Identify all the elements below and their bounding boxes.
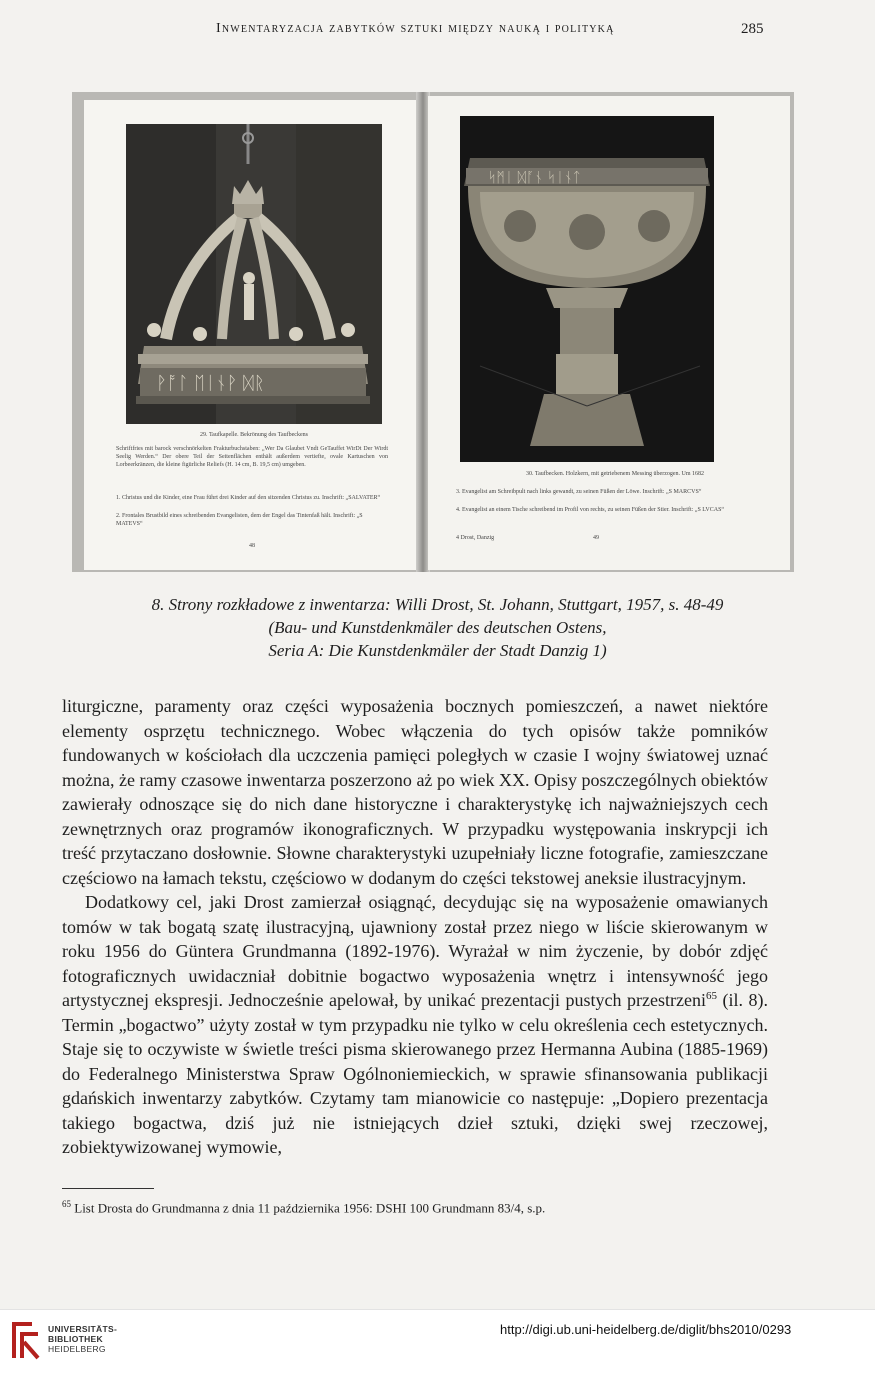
left-photo-caption: 29. Taufkapelle. Bekrönung des Taufbeckens	[200, 432, 308, 438]
book-spread-photo	[72, 92, 794, 572]
svg-text:ᚹᚩᛚ ᛖᛁᚾᚹ ᛞᚱ: ᚹᚩᛚ ᛖᛁᚾᚹ ᛞᚱ	[156, 373, 265, 394]
right-photo-caption: 30. Taufbecken. Holzkern, mit getriebenem Messing überzogen. Um 1682	[525, 471, 705, 477]
right-page-item-3: 3. Evangelist am Schreibpult nach links gewandt, zu seinen Füßen der Löwe. Inschrift: „S MARCVS“	[456, 489, 702, 495]
footnote-65: $^{65}$ List Drosta do Grundmanna z dnia 11 października 1956: DSHI 100 Grundmann 83/4, s.p.	[62, 1199, 546, 1216]
page-number: 285	[741, 21, 764, 37]
library-name: UNIVERSITÄTS- BIBLIOTHEK HEIDELBERG	[48, 1324, 118, 1354]
figure-caption-line-2: (Bau- und Kunstdenkmäler des deutschen Ostens,	[268, 618, 607, 637]
baptismal-font-image	[460, 116, 714, 462]
figure-caption-line-1: 8. Strony rozkładowe z inwentarza: Willi Drost, St. Johann, Stuttgart, 1957, s. 48-49	[151, 595, 724, 614]
baptismal-canopy-photo	[126, 124, 382, 424]
left-page-number: 48	[249, 543, 255, 549]
digitization-footer	[0, 1309, 875, 1373]
baptismal-canopy-image	[126, 124, 382, 424]
university-library-logo-icon	[8, 1318, 42, 1362]
right-page-footer: 4 Drost, Danzig	[456, 535, 495, 541]
baptismal-font-photo	[460, 116, 714, 462]
running-header	[0, 21, 875, 43]
left-page-text: Schriftfries mit barock verschnörkelten Frakturbuchstaben: „Wer Da Glaubet Vndt GeTauffet WirDt Der Wirdt Seelig Werden.“ Der obere Teil der Seitenflächen enthält außerdem vertiefte, ovale Kartuschen von Lorbeerkränzen, die kleine figürliche Reliefs (H. 14 cm, B. 19,5 cm) umgeben.	[116, 446, 388, 468]
left-page-item-2: 2. Frontales Brustbild eines schreibenden Evangelisten, dem der Engel das Tintenfaß hält. Inschrift: „S MATEVS“	[116, 513, 363, 527]
svg-text:ᛋᛗᛁ ᛞᚪᚾ ᛋᛁᚾᛏ: ᛋᛗᛁ ᛞᚪᚾ ᛋᛁᚾᛏ	[488, 170, 581, 186]
source-url-link[interactable]: http://digi.ub.uni-heidelberg.de/diglit/bhs2010/0293	[500, 1322, 792, 1337]
footnote-ref-65[interactable]: 65	[705, 990, 717, 1002]
paragraph-2: Dodatkowy cel, jaki Drost zamierzał osiągnąć, decydując się na wyposażenie omawianych tomów w tak bogatą szatę ilustracyjną, ujawniony został przez niego w liście skierowanym w roku 1956 do Güntera Grundmanna (1892-1976). Wyrażał w nim życzenie, by dobór zdjęć fotograficznych uwidaczniał dobitnie bogactwo wyposażenia wnętrz i intensywność jego artystycznej ekspresji. Jednocześnie apelował, by unikać prezentacji pustych przestrzeni$^{65}$ (il. 8). Termin „bogactwo” użyty został w tym przypadku nie tylko w celu określenia cech estetycznych. Staje się to oczywiste w świetle treści pisma skierowanego przez Hermanna Aubina (1885-1969) do Federalnego Ministerstwa Spraw Ogólnoniemieckich, w sprawie sfinansowania publikacji gdańskich inwentarzy zabytków. Czytamy tam mianowicie co następuje: „Dopiero prezentacja takiego bogactwa, dziś już nie istniejących dzieł sztuki, dzięki swej rzeczowej, zobiektywizowanej wymowie,	[62, 892, 768, 1157]
paragraph-1: liturgiczne, paramenty oraz części wyposażenia bocznych pomieszczeń, a nawet niektóre elementy osprzętu technicznego. Wobec włączenia do tych opisów także pomników fundowanych w kościołach dla uczczenia pamięci poległych w czasie I wojny światowej uznać można, że ramy czasowe inwentarza poszerzono aż po wiek XX. Opisy poszczególnych obiektów zawierały odnoszące się do nich dane historyczne i charakterystykę ich najważniejszych cech zewnętrznych oraz programów ikonograficznych. W przypadku występowania inskrypcji ich treść przytaczano dosłownie. Słowne charakterystyki uzupełniały liczne fotografie, zamieszczane częściowo na łamach tekstu, częściowo w dodanym do części tekstowej aneksie ilustracyjnym.	[62, 696, 768, 888]
spread-left-page	[84, 100, 422, 570]
running-title: Inwentaryzacja zabytków sztuki między nauką i polityką	[216, 21, 615, 36]
right-page-number: 49	[593, 535, 599, 541]
right-page-item-4: 4. Evangelist an einem Tische schreibend im Profil von rechts, zu seinen Füßen der Stier. Inschrift: „S LVCAS“	[456, 507, 725, 513]
body-text	[62, 694, 768, 1160]
footnote-divider	[62, 1188, 154, 1189]
left-page-item-1: 1. Christus und die Kinder, eine Frau führt drei Kinder auf den sitzenden Christus zu. Inschrift: „SALVATER“	[116, 495, 381, 501]
spread-right-page	[428, 96, 790, 570]
figure-caption-line-3: Seria A: Die Kunstdenkmäler der Stadt Danzig 1)	[268, 641, 607, 660]
